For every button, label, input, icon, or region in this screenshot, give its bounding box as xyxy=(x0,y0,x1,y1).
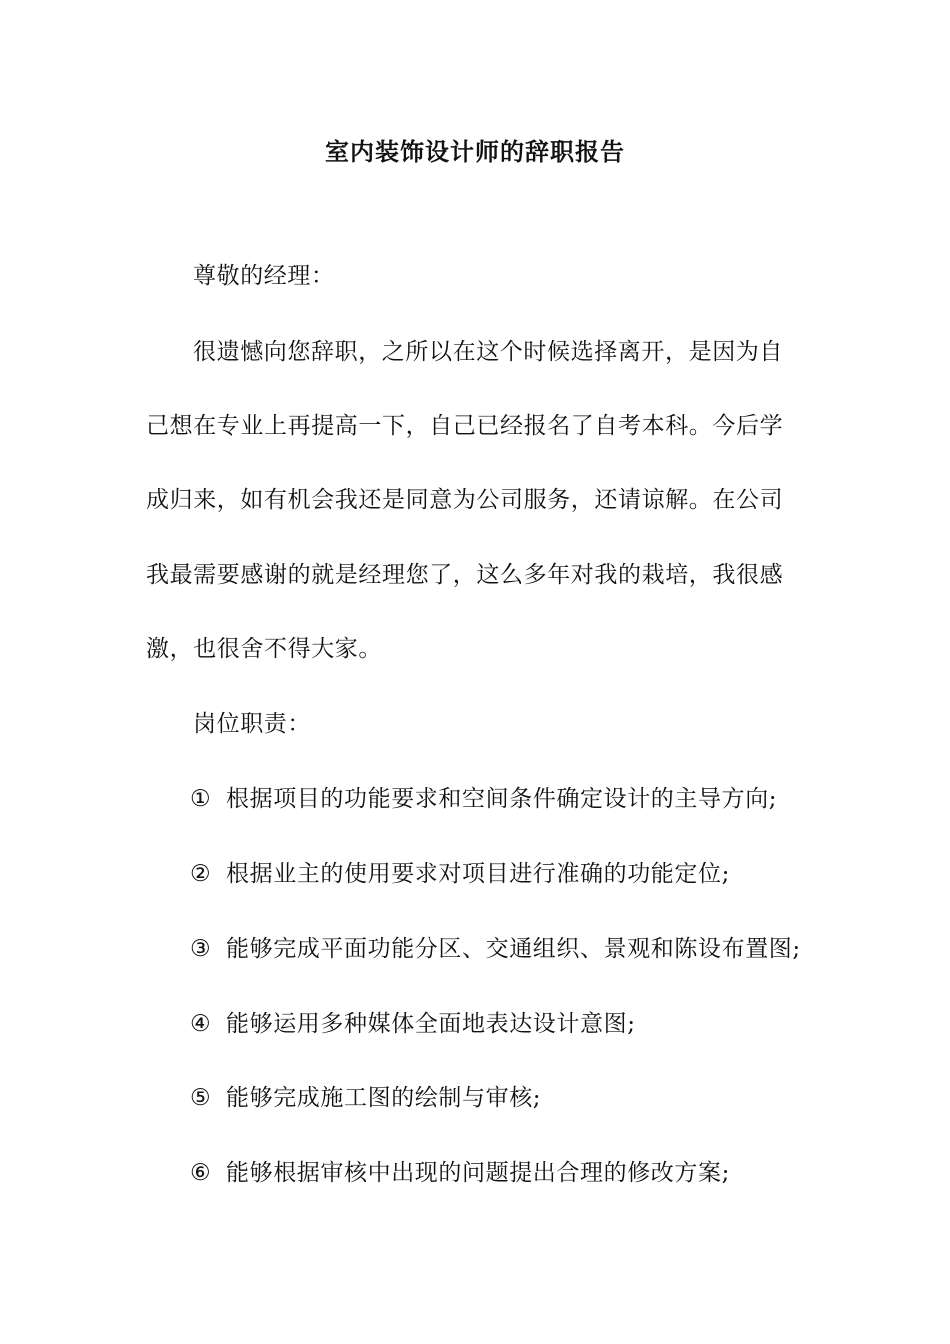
duty-text: 能够完成平面功能分区、交通组织、景观和陈设布置图; xyxy=(226,936,801,962)
duty-item xyxy=(190,1007,636,1041)
body-line: 己想在专业上再提高一下，自己已经报名了自考本科。今后学 xyxy=(146,413,784,439)
duty-number: ③ xyxy=(190,936,212,962)
duty-number: ⑤ xyxy=(190,1085,212,1111)
document-title: 室内装饰设计师的辞职报告 xyxy=(325,137,625,166)
duty-text: 能够根据审核中出现的问题提出合理的修改方案; xyxy=(226,1160,730,1186)
body-line: 很遗憾向您辞职，之所以在这个时候选择离开，是因为自 xyxy=(193,339,783,365)
duty-number: ④ xyxy=(190,1011,212,1037)
duty-item xyxy=(190,932,801,966)
duty-number: ① xyxy=(190,786,212,812)
duty-text: 根据项目的功能要求和空间条件确定设计的主导方向; xyxy=(226,786,778,812)
duty-item xyxy=(190,1081,541,1115)
duty-item xyxy=(190,1156,730,1190)
duty-text: 能够运用多种媒体全面地表达设计意图; xyxy=(226,1011,636,1037)
salutation: 尊敬的经理： xyxy=(193,263,335,289)
body-line: 激，也很舍不得大家。 xyxy=(146,636,382,662)
body-line: 我最需要感谢的就是经理您了，这么多年对我的栽培，我很感 xyxy=(146,562,784,588)
duty-text: 能够完成施工图的绘制与审核; xyxy=(226,1085,542,1111)
duty-number: ② xyxy=(190,861,212,887)
duty-item xyxy=(190,857,730,891)
duty-item xyxy=(190,782,777,816)
duty-text: 根据业主的使用要求对项目进行准确的功能定位; xyxy=(226,861,730,887)
duties-heading: 岗位职责： xyxy=(193,711,311,737)
duty-number: ⑥ xyxy=(190,1160,212,1186)
body-line: 成归来，如有机会我还是同意为公司服务，还请谅解。在公司 xyxy=(146,487,784,513)
